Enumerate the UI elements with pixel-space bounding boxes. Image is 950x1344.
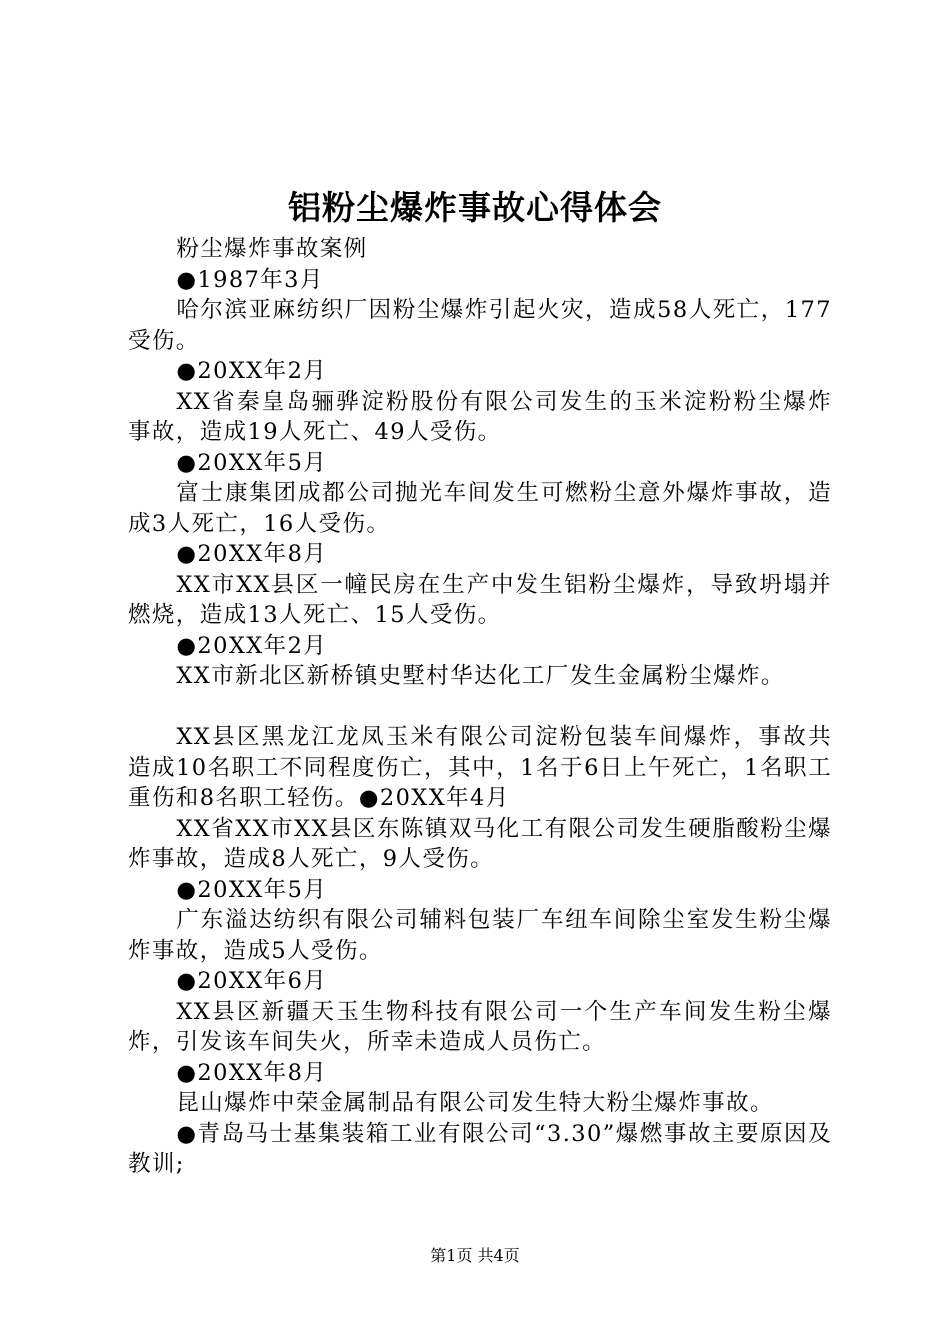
- document-body: [128, 234, 832, 1180]
- paragraph: 哈尔滨亚麻纺织厂因粉尘爆炸引起火灾，造成58人死亡，177受伤。: [128, 297, 832, 354]
- paragraph: ●20XX年2月: [176, 632, 328, 659]
- paragraph: XX省XX市XX县区东陈镇双马化工有限公司发生硬脂酸粉尘爆炸事故，造成8人死亡，9人受伤。: [128, 815, 832, 872]
- paragraph: 富士康集团成都公司抛光车间发生可燃粉尘意外爆炸事故，造成3人死亡，16人受伤。: [128, 480, 832, 537]
- paragraph: ●20XX年2月: [176, 358, 328, 384]
- paragraph: 广东溢达纺织有限公司辅料包装厂车纽车间除尘室发生粉尘爆炸事故，造成5人受伤。: [128, 907, 832, 964]
- blank-line: [128, 692, 832, 723]
- paragraph: ●20XX年8月: [176, 541, 328, 567]
- page-footer: 第1页 共4页: [430, 1246, 520, 1265]
- paragraph: XX县区黑龙江龙凤玉米有限公司淀粉包装车间爆炸，事故共造成10名职工不同程度伤亡，其中，1名于6日上午死亡，1名职工重伤和8名职工轻伤。●20XX年4月: [128, 724, 832, 811]
- paragraph: XX县区新疆天玉生物科技有限公司一个生产车间发生粉尘爆炸，引发该车间失火，所幸未造成人员伤亡。: [128, 998, 832, 1055]
- paragraph: ●青岛马士基集装箱工业有限公司“3.30”爆燃事故主要原因及教训;: [128, 1120, 832, 1177]
- document-title: 铝粉尘爆炸事故心得体会: [288, 188, 662, 227]
- paragraph: XX市新北区新桥镇史墅村华达化工厂发生金属粉尘爆炸。: [176, 663, 785, 689]
- paragraph: ●20XX年5月: [176, 449, 328, 476]
- paragraph: 昆山爆炸中荣金属制品有限公司发生特大粉尘爆炸事故。: [176, 1090, 774, 1116]
- paragraph: XX市XX县区一幢民房在生产中发生铝粉尘爆炸，导致坍塌并燃烧，造成13人死亡、15人受伤。: [128, 571, 832, 628]
- paragraph: ●1987年3月: [176, 266, 324, 293]
- paragraph: 粉尘爆炸事故案例: [176, 236, 368, 262]
- paragraph: ●20XX年8月: [176, 1059, 328, 1086]
- paragraph: ●20XX年6月: [176, 968, 328, 994]
- paragraph: XX省秦皇岛骊骅淀粉股份有限公司发生的玉米淀粉粉尘爆炸事故，造成19人死亡、49人受伤。: [128, 388, 832, 445]
- paragraph: ●20XX年5月: [176, 876, 328, 903]
